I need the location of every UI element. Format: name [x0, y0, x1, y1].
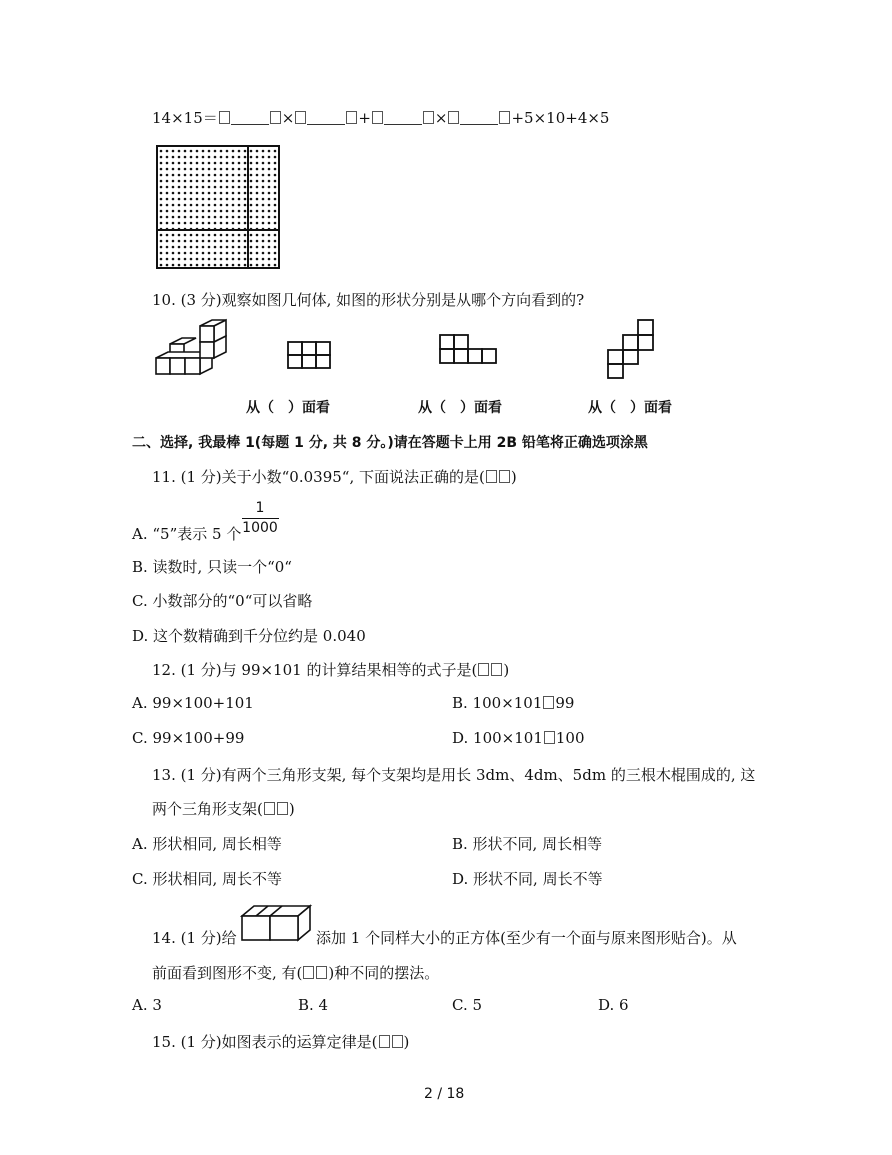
q9-op: +	[358, 109, 371, 127]
view-shape-3	[604, 318, 658, 380]
q14-stem-line2	[152, 962, 439, 983]
blank-box	[372, 111, 383, 124]
blank-box	[423, 111, 434, 124]
fraction-denominator: 1000	[242, 520, 278, 536]
q12-stem	[152, 659, 509, 680]
q12-option-a[interactable]: A. 99×100+101	[132, 694, 254, 712]
close-paren: )	[403, 1033, 410, 1051]
q12-option-d-text: D. 100×101	[452, 729, 543, 747]
q12-stem-text: 12. (1 分)与 99×101 的计算结果相等的式子是(	[152, 661, 478, 679]
blank-box	[277, 802, 288, 815]
view-label-3: 从（ ）面看	[588, 400, 672, 416]
q12-option-b[interactable]	[452, 694, 574, 712]
q13-option-c[interactable]: C. 形状相同, 周长不等	[132, 870, 283, 888]
q14-stem-tail: )种不同的摆法。	[328, 964, 440, 982]
q11-option-c[interactable]: C. 小数部分的“0“可以省略	[132, 592, 313, 610]
q13-option-b[interactable]: B. 形状不同, 周长相等	[452, 835, 603, 853]
q15-stem	[152, 1031, 409, 1052]
q13-stem-line1: 13. (1 分)有两个三角形支架, 每个支架均是用长 3dm、4dm、5dm 的三根木棍围成的, 这	[152, 766, 756, 784]
close-paren: )	[503, 661, 510, 679]
blank-box	[491, 663, 502, 676]
q13-stem-line2	[152, 798, 295, 819]
q12-option-d[interactable]	[452, 729, 585, 747]
q10-stem: 10. (3 分)观察如图几何体, 如图的形状分别是从哪个方向看到的?	[152, 291, 585, 309]
blank-box	[544, 731, 555, 744]
q9-tail: +5×10+4×5	[511, 109, 610, 127]
q14-option-c[interactable]: C. 5	[452, 996, 483, 1014]
q14-stem-post: 添加 1 个同样大小的正方体(至少有一个面与原来图形贴合)。从	[316, 929, 737, 947]
q11-option-d[interactable]: D. 这个数精确到千分位约是 0.040	[132, 627, 366, 645]
answer-blank[interactable]	[384, 110, 422, 125]
q9-op: ×	[434, 109, 448, 127]
blank-box	[295, 111, 306, 124]
answer-blank[interactable]	[460, 110, 498, 125]
dot-grid-figure	[152, 142, 282, 272]
answer-blank[interactable]	[307, 110, 345, 125]
q9-expression	[152, 107, 609, 128]
page-number: 2 / 18	[424, 1086, 465, 1102]
cube-row-figure	[240, 902, 314, 944]
q12-option-c[interactable]: C. 99×100+99	[132, 729, 245, 747]
q14-option-d[interactable]: D. 6	[598, 996, 629, 1014]
blank-box	[448, 111, 459, 124]
q11-option-b[interactable]: B. 读数时, 只读一个“0“	[132, 558, 292, 576]
q12-option-d-tail: 100	[555, 729, 585, 747]
view-label-1: 从（ ）面看	[246, 400, 330, 416]
q13-stem-text: 两个三角形支架(	[152, 800, 263, 818]
q12-option-b-text: B. 100×101	[452, 694, 543, 712]
answer-blank[interactable]	[231, 110, 269, 125]
q9-op: ×	[281, 109, 295, 127]
view-shape-1	[286, 340, 334, 372]
close-paren: )	[510, 468, 517, 486]
blank-box	[316, 966, 327, 979]
blank-box	[499, 111, 510, 124]
blank-box	[264, 802, 275, 815]
blank-box	[478, 663, 489, 676]
blank-box	[486, 470, 497, 483]
fraction-numerator: 1	[255, 500, 265, 516]
blank-box	[303, 966, 314, 979]
q12-option-b-tail: 99	[555, 694, 575, 712]
solid-figure	[152, 318, 232, 380]
q11-stem	[152, 466, 517, 487]
blank-box	[219, 111, 230, 124]
q13-option-a[interactable]: A. 形状相同, 周长相等	[132, 835, 282, 853]
q11-option-a[interactable]: A. “5”表示 5 个	[132, 525, 242, 543]
q11-stem-text: 11. (1 分)关于小数“0.0395“, 下面说法正确的是(	[152, 468, 485, 486]
blank-box	[392, 1035, 403, 1048]
blank-box	[270, 111, 281, 124]
fraction-bar	[242, 518, 279, 519]
q15-stem-text: 15. (1 分)如图表示的运算定律是(	[152, 1033, 378, 1051]
blank-box	[499, 470, 510, 483]
view-label-2: 从（ ）面看	[418, 400, 502, 416]
blank-box	[346, 111, 357, 124]
q14-option-b[interactable]: B. 4	[298, 996, 329, 1014]
q14-stem-pre: 14. (1 分)给	[152, 929, 237, 947]
q9-lhs: 14×15＝	[152, 109, 218, 127]
close-paren: )	[288, 800, 295, 818]
blank-box	[379, 1035, 390, 1048]
q13-option-d[interactable]: D. 形状不同, 周长不等	[452, 870, 603, 888]
blank-box	[543, 696, 554, 709]
view-shape-2	[438, 333, 500, 367]
q14-stem-text: 前面看到图形不变, 有(	[152, 964, 303, 982]
section-heading: 二、选择, 我最棒 1(每题 1 分, 共 8 分。)请在答题卡上用 2B 铅笔将正确选项涂黑	[132, 435, 648, 451]
q14-option-a[interactable]: A. 3	[132, 996, 162, 1014]
